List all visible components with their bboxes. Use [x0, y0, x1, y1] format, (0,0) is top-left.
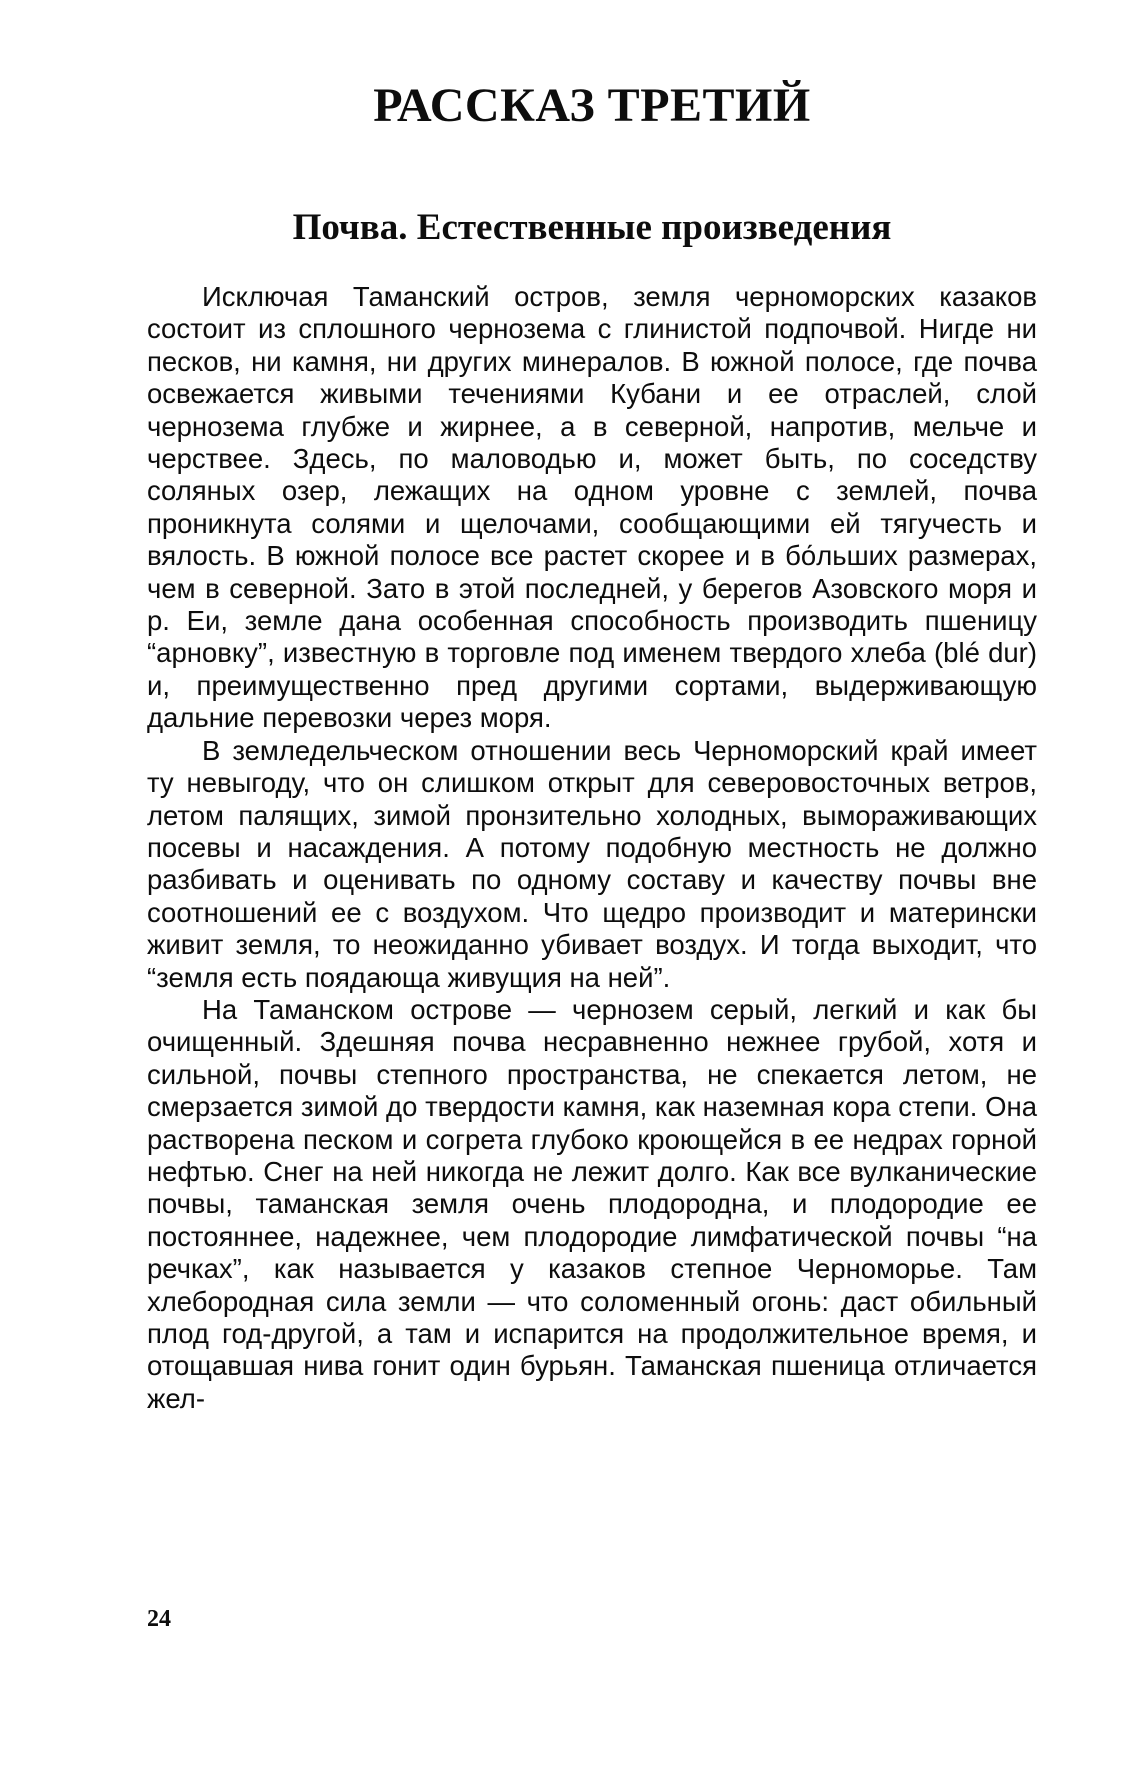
paragraph-3: На Таманском острове — чернозем серый, легкий и как бы очищенный. Здешняя почва несравненно нежнее грубой, хотя и сильной, почвы степного пространства, не спекается летом, не смерзается зимой до твердости камня, как наземная кора степи. Она растворена песком и согрета глубоко кроющейся в ее недрах горной нефтью. Снег на ней никогда не лежит долго. Как все вулканические почвы, таманская земля очень плодородна, и плодородие ее постояннее, надежнее, чем плодородие лимфатической почвы “на речках”, как называется у казаков степное Черноморье. Там хлебородная сила земли — что соломенный огонь: даст обильный плод год-другой, а там и испарится на продолжительное время, и отощавшая нива гонит один бурьян. Таманская пшеница отличается жел- — [147, 993, 1037, 1414]
paragraph-2: В земледельческом отношении весь Черноморский край имеет ту невыгоду, что он слишком открыт для северовосточных ветров, летом палящих, зимой пронзительно холодных, вымораживающих посевы и насаждения. А потому подобную местность не должно разбивать и оценивать по одному составу и качеству почвы вне соотношений ее с воздухом. Что щедро производит и матерински живит земля, то неожиданно убивает воздух. И тогда выходит, что “земля есть поядающа живущия на ней”. — [147, 734, 1037, 993]
page-number: 24 — [147, 1606, 171, 1632]
book-page — [147, 0, 1037, 1770]
chapter-title: РАССКАЗ ТРЕТИЙ — [373, 79, 811, 132]
body-text — [147, 281, 1037, 1415]
section-title: Почва. Естественные произведения — [292, 207, 892, 248]
paragraph-1: Исключая Таманский остров, земля черноморских казаков состоит из сплошного чернозема с глинистой подпочвой. Нигде ни песков, ни камня, ни других минералов. В южной полосе, где почва освежается живыми течениями Кубани и ее отраслей, слой чернозема глубже и жирнее, а в северной, напротив, мельче и черствее. Здесь, по маловодью и, может быть, по соседству соляных озер, лежащих на одном уровне с землей, почва проникнута солями и щелочами, сообщающими ей тягучесть и вялость. В южной полосе все растет скорее и в бо́льших размерах, чем в северной. Зато в этой последней, у берегов Азовского моря и р. Еи, земле дана особенная способность производить пшеницу “арновку”, известную в торговле под именем твердого хлеба (blé dur) и, преимущественно пред другими сортами, выдерживающую дальние перевозки через моря. — [147, 281, 1037, 734]
